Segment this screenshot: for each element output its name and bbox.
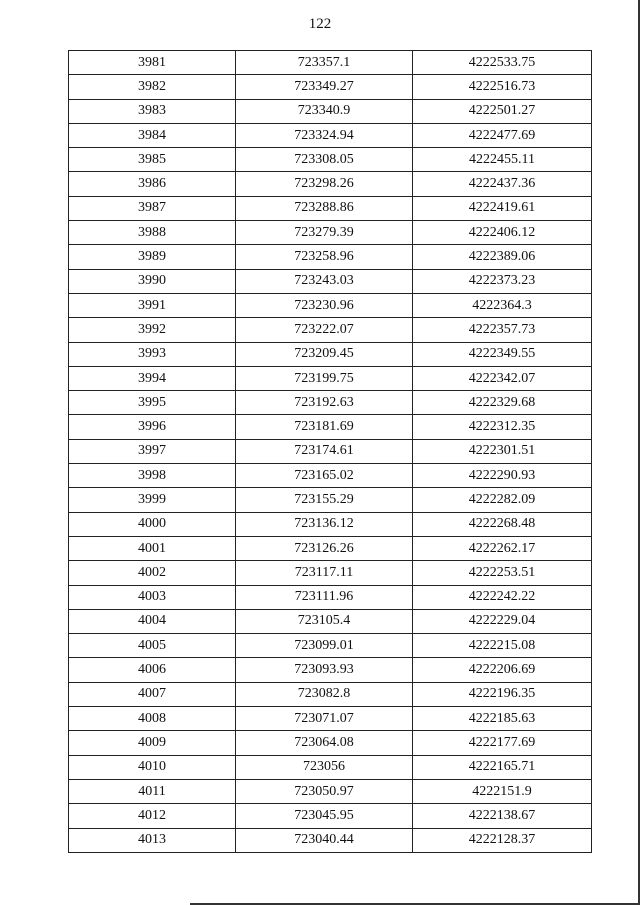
x-coordinate-cell: 723174.61 [236,439,413,463]
table-row [69,51,592,75]
table-row [69,707,592,731]
point-number-cell: 3983 [69,99,236,123]
table-row [69,488,592,512]
point-number-cell: 3994 [69,366,236,390]
y-coordinate-cell: 4222357.73 [413,318,592,342]
page-number: 122 [308,16,332,32]
point-number-cell: 4006 [69,658,236,682]
table-row [69,391,592,415]
y-coordinate-cell: 4222516.73 [413,75,592,99]
y-coordinate-cell: 4222342.07 [413,366,592,390]
table-row [69,536,592,560]
x-coordinate-cell: 723243.03 [236,269,413,293]
point-number-cell: 3988 [69,221,236,245]
y-coordinate-cell: 4222533.75 [413,51,592,75]
point-number-cell: 4007 [69,682,236,706]
x-coordinate-cell: 723324.94 [236,123,413,147]
y-coordinate-cell: 4222312.35 [413,415,592,439]
point-number-cell: 3989 [69,245,236,269]
y-coordinate-cell: 4222185.63 [413,707,592,731]
point-number-cell: 4001 [69,536,236,560]
x-coordinate-cell: 723155.29 [236,488,413,512]
y-coordinate-cell: 4222406.12 [413,221,592,245]
coordinates-table [68,50,592,853]
point-number-cell: 4005 [69,634,236,658]
y-coordinate-cell: 4222349.55 [413,342,592,366]
x-coordinate-cell: 723082.8 [236,682,413,706]
table-row [69,731,592,755]
y-coordinate-cell: 4222215.08 [413,634,592,658]
point-number-cell: 4003 [69,585,236,609]
table-row [69,585,592,609]
table-row [69,196,592,220]
y-coordinate-cell: 4222138.67 [413,804,592,828]
x-coordinate-cell: 723040.44 [236,828,413,852]
table-row [69,148,592,172]
x-coordinate-cell: 723279.39 [236,221,413,245]
x-coordinate-cell: 723056 [236,755,413,779]
y-coordinate-cell: 4222151.9 [413,779,592,803]
y-coordinate-cell: 4222290.93 [413,464,592,488]
x-coordinate-cell: 723099.01 [236,634,413,658]
y-coordinate-cell: 4222477.69 [413,123,592,147]
table-row [69,828,592,852]
y-coordinate-cell: 4222329.68 [413,391,592,415]
y-coordinate-cell: 4222229.04 [413,609,592,633]
point-number-cell: 4009 [69,731,236,755]
point-number-cell: 3996 [69,415,236,439]
point-number-cell: 4011 [69,779,236,803]
table-row [69,366,592,390]
table-row [69,75,592,99]
table-row [69,779,592,803]
table-row [69,172,592,196]
y-coordinate-cell: 4222242.22 [413,585,592,609]
point-number-cell: 4012 [69,804,236,828]
point-number-cell: 3987 [69,196,236,220]
x-coordinate-cell: 723230.96 [236,293,413,317]
x-coordinate-cell: 723126.26 [236,536,413,560]
table-row [69,512,592,536]
table-row [69,682,592,706]
table-row [69,269,592,293]
coordinates-table-body [69,51,592,853]
point-number-cell: 3993 [69,342,236,366]
point-number-cell: 4013 [69,828,236,852]
y-coordinate-cell: 4222262.17 [413,536,592,560]
y-coordinate-cell: 4222128.37 [413,828,592,852]
point-number-cell: 3982 [69,75,236,99]
table-row [69,464,592,488]
x-coordinate-cell: 723111.96 [236,585,413,609]
point-number-cell: 3997 [69,439,236,463]
y-coordinate-cell: 4222455.11 [413,148,592,172]
y-coordinate-cell: 4222437.36 [413,172,592,196]
table-row [69,658,592,682]
x-coordinate-cell: 723071.07 [236,707,413,731]
y-coordinate-cell: 4222177.69 [413,731,592,755]
point-number-cell: 3998 [69,464,236,488]
table-row [69,755,592,779]
x-coordinate-cell: 723357.1 [236,51,413,75]
x-coordinate-cell: 723117.11 [236,561,413,585]
point-number-cell: 3990 [69,269,236,293]
table-row [69,123,592,147]
point-number-cell: 4010 [69,755,236,779]
table-row [69,561,592,585]
x-coordinate-cell: 723045.95 [236,804,413,828]
y-coordinate-cell: 4222282.09 [413,488,592,512]
point-number-cell: 4000 [69,512,236,536]
y-coordinate-cell: 4222301.51 [413,439,592,463]
point-number-cell: 3986 [69,172,236,196]
table-row [69,99,592,123]
point-number-cell: 3985 [69,148,236,172]
y-coordinate-cell: 4222196.35 [413,682,592,706]
table-row [69,221,592,245]
table-row [69,342,592,366]
table-row [69,245,592,269]
x-coordinate-cell: 723050.97 [236,779,413,803]
table-row [69,634,592,658]
y-coordinate-cell: 4222389.06 [413,245,592,269]
table-row [69,609,592,633]
y-coordinate-cell: 4222253.51 [413,561,592,585]
x-coordinate-cell: 723136.12 [236,512,413,536]
point-number-cell: 4002 [69,561,236,585]
table-row [69,439,592,463]
point-number-cell: 3995 [69,391,236,415]
point-number-cell: 4008 [69,707,236,731]
x-coordinate-cell: 723298.26 [236,172,413,196]
point-number-cell: 3992 [69,318,236,342]
x-coordinate-cell: 723349.27 [236,75,413,99]
point-number-cell: 3984 [69,123,236,147]
y-coordinate-cell: 4222501.27 [413,99,592,123]
y-coordinate-cell: 4222419.61 [413,196,592,220]
x-coordinate-cell: 723340.9 [236,99,413,123]
x-coordinate-cell: 723181.69 [236,415,413,439]
y-coordinate-cell: 4222364.3 [413,293,592,317]
x-coordinate-cell: 723288.86 [236,196,413,220]
x-coordinate-cell: 723093.93 [236,658,413,682]
point-number-cell: 3999 [69,488,236,512]
y-coordinate-cell: 4222268.48 [413,512,592,536]
table-row [69,318,592,342]
x-coordinate-cell: 723199.75 [236,366,413,390]
y-coordinate-cell: 4222165.71 [413,755,592,779]
x-coordinate-cell: 723192.63 [236,391,413,415]
x-coordinate-cell: 723064.08 [236,731,413,755]
point-number-cell: 4004 [69,609,236,633]
x-coordinate-cell: 723209.45 [236,342,413,366]
x-coordinate-cell: 723222.07 [236,318,413,342]
y-coordinate-cell: 4222206.69 [413,658,592,682]
x-coordinate-cell: 723165.02 [236,464,413,488]
table-row [69,804,592,828]
point-number-cell: 3981 [69,51,236,75]
x-coordinate-cell: 723105.4 [236,609,413,633]
table-row [69,415,592,439]
table-row [69,293,592,317]
x-coordinate-cell: 723258.96 [236,245,413,269]
point-number-cell: 3991 [69,293,236,317]
y-coordinate-cell: 4222373.23 [413,269,592,293]
x-coordinate-cell: 723308.05 [236,148,413,172]
